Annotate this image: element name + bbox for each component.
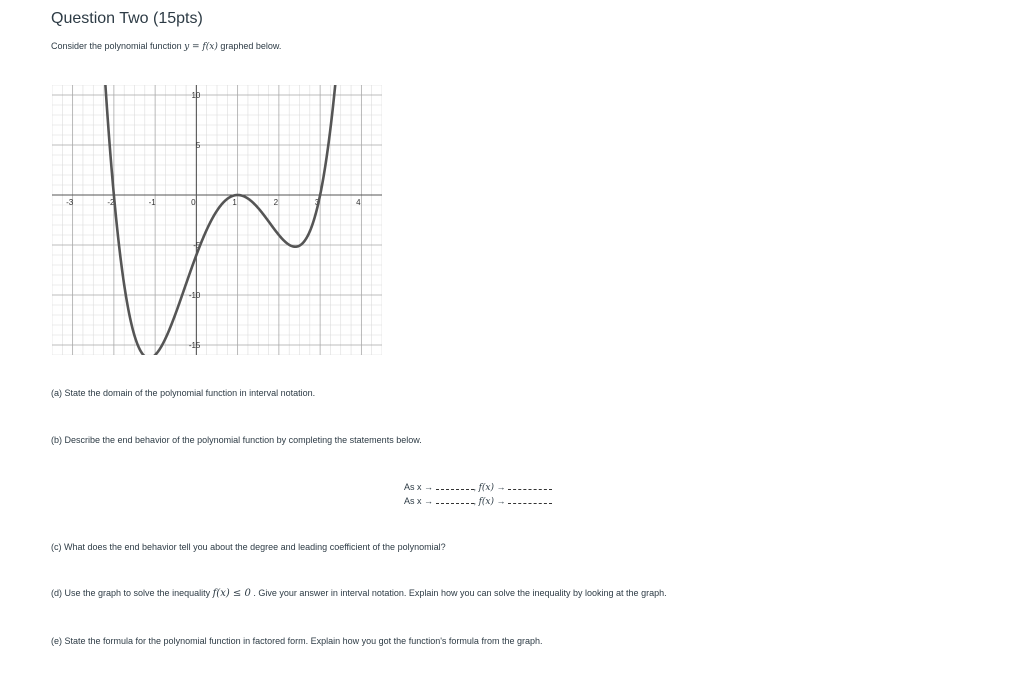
y-tick-label: 10: [191, 91, 201, 100]
y-tick-label: -5: [193, 241, 201, 250]
x-tick-label: -1: [148, 198, 156, 207]
question-intro: [51, 41, 281, 52]
as-x-label: As x: [404, 496, 422, 506]
x-tick-label: 3: [314, 198, 320, 207]
inequality-notation: f(x) ≤ 0: [212, 588, 251, 599]
y-tick-label: -15: [188, 341, 201, 350]
part-d-text: [51, 588, 667, 599]
part-e-text: (e) State the formula for the polynomial function in factored form. Explain how you got the function's formula from the graph.: [51, 636, 543, 646]
y-tick-label: -10: [188, 291, 201, 300]
fx-limit-blank[interactable]: [508, 495, 552, 504]
fx-label: f(x): [478, 497, 495, 507]
arrow-glyph: →: [424, 482, 434, 492]
part-c-text: (c) What does the end behavior tell you about the degree and leading coefficient of the polynomial?: [51, 542, 446, 552]
y-tick-label: 5: [195, 141, 201, 150]
fx-label: f(x): [478, 483, 495, 493]
as-x-label: As x: [404, 482, 422, 492]
intro-text-after: graphed below.: [217, 41, 282, 51]
fx-limit-blank[interactable]: [508, 481, 552, 490]
x-tick-label: 0: [191, 198, 196, 207]
arrow-glyph: →: [496, 482, 506, 492]
arrow-glyph: →: [496, 496, 506, 506]
arrow-glyph: →: [424, 496, 434, 506]
part-a-text: (a) State the domain of the polynomial function in interval notation.: [51, 388, 316, 398]
end-behavior-right: [404, 495, 552, 507]
x-tick-label: -3: [66, 198, 74, 207]
x-tick-label: 2: [273, 198, 279, 207]
x-limit-blank[interactable]: [436, 495, 474, 504]
polynomial-graph: [52, 85, 382, 355]
part-d-text-after: . Give your answer in interval notation. Explain how you can solve the inequality by looking at the graph.: [250, 588, 667, 598]
intro-function-notation: y = f(x): [184, 42, 218, 52]
x-tick-label: 1: [232, 198, 237, 207]
part-d-text-before: (d) Use the graph to solve the inequality: [51, 588, 213, 598]
intro-text-before: Consider the polynomial function: [51, 41, 185, 51]
comma-glyph: ,: [473, 482, 477, 492]
x-tick-label: -2: [107, 198, 115, 207]
comma-glyph: ,: [473, 496, 477, 506]
part-b-text: (b) Describe the end behavior of the polynomial function by completing the statements below.: [51, 435, 422, 445]
end-behavior-left: [404, 481, 552, 493]
x-limit-blank[interactable]: [436, 481, 474, 490]
x-tick-label: 4: [356, 198, 361, 207]
question-title: Question Two (15pts): [51, 10, 203, 27]
